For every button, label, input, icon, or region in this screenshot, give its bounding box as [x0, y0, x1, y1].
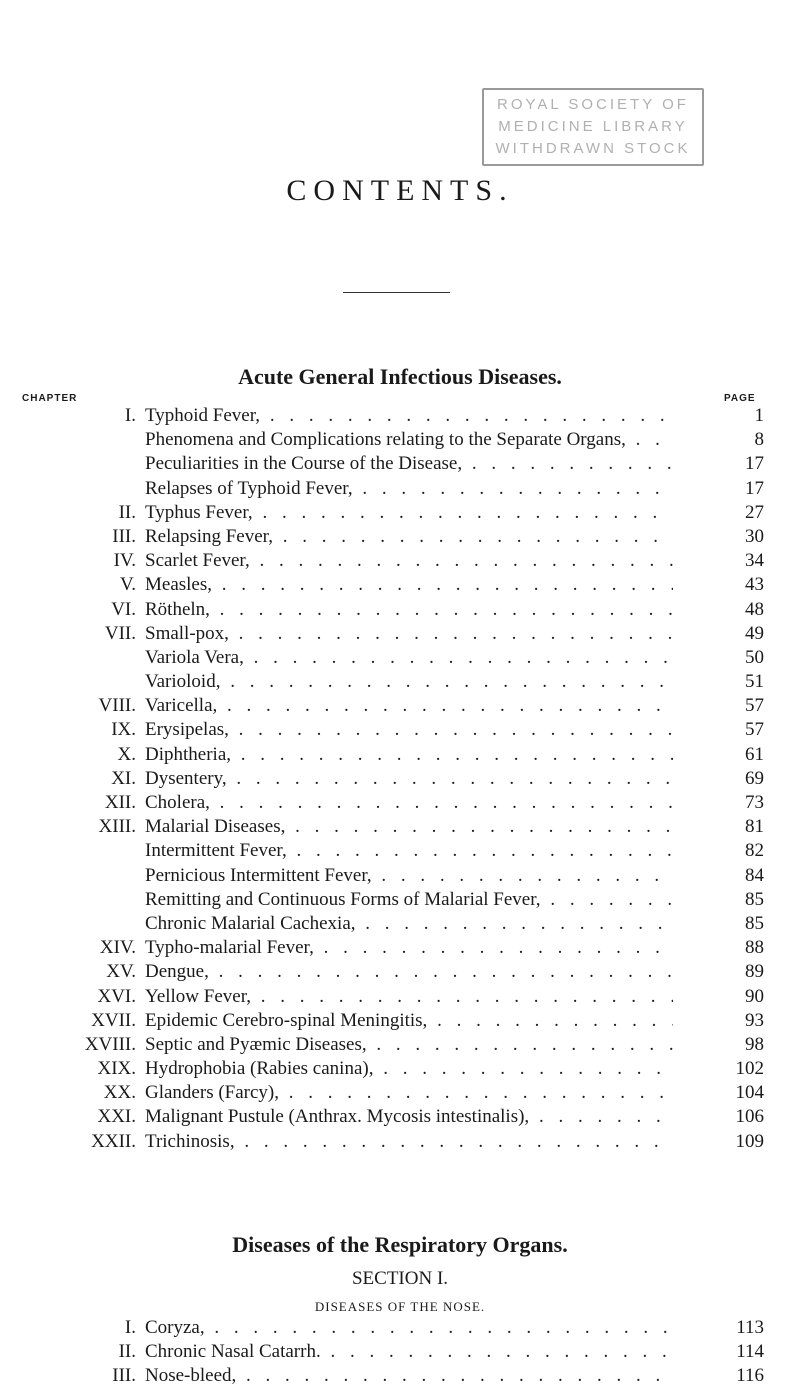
stamp-line-2: MEDICINE LIBRARY: [498, 118, 688, 135]
column-header-chapter: CHAPTER: [22, 393, 78, 404]
page-number: 30: [745, 525, 764, 547]
chapter-number: IX.: [111, 719, 136, 741]
section-heading-infectious: Acute General Infectious Diseases.: [238, 364, 562, 389]
toc-entry: [0, 1340, 800, 1364]
entry-title: Phenomena and Complications relating to the Separate Organs, . . .: [145, 428, 673, 452]
page-number: 51: [745, 671, 764, 693]
entry-title: Relapsing Fever, . . .: [145, 525, 673, 549]
entry-title: Dengue, . . .: [145, 960, 673, 984]
chapter-number: XI.: [111, 767, 136, 789]
toc-entry: [0, 1364, 800, 1388]
toc-entry: [0, 1130, 800, 1154]
chapter-number: XVI.: [97, 985, 136, 1007]
chapter-number: VII.: [104, 622, 136, 644]
page-number: 27: [745, 501, 764, 523]
entry-title: Intermittent Fever, . . .: [145, 839, 673, 863]
toc-entry: [0, 912, 800, 936]
entry-title: Coryza, . . .: [145, 1316, 673, 1340]
toc-entry: [0, 718, 800, 742]
page-number: 85: [745, 888, 764, 910]
page-number: 98: [745, 1033, 764, 1055]
entry-title: Erysipelas, . . .: [145, 718, 673, 742]
entry-title: Rötheln, . . .: [145, 598, 673, 622]
chapter-number: II.: [118, 501, 136, 523]
chapter-number: XX.: [103, 1082, 136, 1104]
entry-title: Pernicious Intermittent Fever, . . .: [145, 864, 673, 888]
entry-title: Remitting and Continuous Forms of Malarial Fever, . . .: [145, 888, 673, 912]
chapter-number: XII.: [104, 792, 136, 813]
section-caption: DISEASES OF THE NOSE.: [314, 1299, 486, 1314]
page-number: 109: [735, 1130, 764, 1152]
entry-title: Typhoid Fever, . . .: [145, 404, 673, 428]
toc-entry: [0, 549, 800, 573]
entry-title: Diphtheria, . . .: [145, 743, 673, 767]
toc-entry: [0, 670, 800, 694]
toc-entry: [0, 428, 800, 452]
entry-title: Trichinosis, . . .: [145, 1130, 673, 1154]
page-number: 114: [736, 1341, 764, 1363]
toc-entry: [0, 767, 800, 791]
entry-title: Cholera, . . .: [145, 791, 673, 815]
page-number: 48: [745, 598, 764, 620]
entry-title: Typho-malarial Fever, . . .: [145, 936, 673, 960]
entry-title: Yellow Fever, . . .: [145, 985, 673, 1009]
entry-title: Scarlet Fever, . . .: [145, 549, 673, 573]
toc-entry: [0, 1033, 800, 1057]
entry-title: Chronic Nasal Catarrh. . . .: [145, 1340, 673, 1364]
page-number: 34: [745, 550, 764, 572]
entry-title: Typhus Fever, . . .: [145, 501, 673, 525]
toc-entry: [0, 936, 800, 960]
toc-entry: [0, 525, 800, 549]
library-stamp: [482, 88, 704, 166]
toc-entry: [0, 1057, 800, 1081]
entry-title: Septic and Pyæmic Diseases, . . .: [145, 1033, 673, 1057]
page-number: 61: [745, 743, 764, 765]
toc-entry: [0, 452, 800, 476]
toc-entry: [0, 791, 800, 815]
page-number: 82: [745, 840, 764, 862]
page-number: 50: [745, 646, 764, 668]
page-number: 106: [735, 1106, 764, 1128]
entry-title: Malarial Diseases, . . .: [145, 815, 673, 839]
chapter-number: II.: [118, 1341, 136, 1363]
toc-entry: [0, 573, 800, 597]
toc-entry: [0, 888, 800, 912]
entry-title: Small-pox, . . .: [145, 622, 673, 646]
toc-entry: [0, 694, 800, 718]
page-number: 102: [735, 1058, 764, 1080]
chapter-number: I.: [124, 405, 136, 426]
entry-title: Variola Vera, . . .: [145, 646, 673, 670]
chapter-number: XXI.: [97, 1106, 136, 1128]
entry-title: Varicella, . . .: [145, 694, 673, 718]
page-number: 17: [745, 477, 764, 499]
entry-title: Measles, . . .: [145, 573, 673, 597]
stamp-line-1: ROYAL SOCIETY OF: [497, 96, 689, 113]
chapter-number: I.: [124, 1317, 136, 1338]
chapter-number: V.: [119, 574, 136, 596]
section-subheading: SECTION I.: [351, 1268, 449, 1289]
chapter-number: X.: [117, 743, 136, 765]
toc-entry: [0, 839, 800, 863]
chapter-number: VI.: [111, 598, 136, 620]
entry-title: Epidemic Cerebro-spinal Meningitis, . . .: [145, 1009, 673, 1033]
toc-entry: [0, 864, 800, 888]
page-number: 81: [745, 816, 764, 838]
chapter-number: III.: [112, 525, 136, 547]
column-header-page: PAGE: [724, 393, 756, 404]
page-number: 90: [745, 985, 764, 1007]
entry-title: Relapses of Typhoid Fever, . . .: [145, 477, 673, 501]
entry-title: Glanders (Farcy), . . .: [145, 1081, 673, 1105]
page-number: 93: [745, 1009, 764, 1031]
toc-entry: [0, 743, 800, 767]
page-number: 89: [745, 961, 764, 983]
chapter-number: XIV.: [99, 937, 136, 959]
chapter-number: VIII.: [98, 695, 136, 717]
stamp-line-3: WITHDRAWN STOCK: [495, 140, 691, 157]
entry-title: Chronic Malarial Cachexia, . . .: [145, 912, 673, 936]
page-number: 73: [745, 792, 764, 813]
toc-entry: [0, 1009, 800, 1033]
chapter-number: XIII.: [98, 816, 136, 838]
entry-title: Hydrophobia (Rabies canina), . . .: [145, 1057, 673, 1081]
toc-entry: [0, 477, 800, 501]
entry-title: Varioloid, . . .: [145, 670, 673, 694]
page-number: 57: [745, 695, 764, 717]
toc-list-infectious: [0, 404, 800, 1154]
chapter-number: IV.: [113, 550, 136, 572]
toc-entry: [0, 985, 800, 1009]
toc-entry: [0, 501, 800, 525]
chapter-number: XIX.: [97, 1058, 136, 1080]
entry-title: Nose-bleed, . . .: [145, 1364, 673, 1388]
page-number: 17: [745, 453, 764, 475]
entry-title: Peculiarities in the Course of the Disease, . . .: [145, 452, 673, 476]
toc-entry: [0, 646, 800, 670]
toc-entry: [0, 1105, 800, 1129]
page-number: 113: [736, 1317, 764, 1338]
toc-entry: [0, 404, 800, 428]
page-title: CONTENTS.: [286, 174, 514, 207]
page-number: 88: [745, 937, 764, 959]
chapter-number: III.: [112, 1365, 136, 1387]
toc-entry: [0, 815, 800, 839]
page-number: 43: [745, 574, 764, 596]
toc-entry: [0, 1316, 800, 1340]
page-number: 8: [754, 429, 764, 451]
page-number: 116: [736, 1365, 764, 1387]
toc-entry: [0, 960, 800, 984]
entry-title: Dysentery, . . .: [145, 767, 673, 791]
toc-list-nose: [0, 1316, 800, 1389]
chapter-number: XVII.: [91, 1009, 136, 1031]
page-number: 84: [745, 864, 764, 886]
chapter-number: XVIII.: [84, 1033, 136, 1055]
toc-entry: [0, 598, 800, 622]
toc-entry: [0, 622, 800, 646]
page-number: 104: [735, 1082, 764, 1104]
page-number: 1: [754, 405, 764, 426]
entry-title: Malignant Pustule (Anthrax. Mycosis intestinalis), . . .: [145, 1105, 673, 1129]
page-number: 49: [745, 622, 764, 644]
toc-entry: [0, 1081, 800, 1105]
page-number: 57: [745, 719, 764, 741]
section-heading-respiratory: Diseases of the Respiratory Organs.: [232, 1232, 568, 1257]
page-number: 69: [745, 767, 764, 789]
chapter-number: XV.: [106, 961, 136, 983]
chapter-number: XXII.: [91, 1130, 136, 1152]
title-divider: [343, 292, 450, 293]
page-number: 85: [745, 912, 764, 934]
